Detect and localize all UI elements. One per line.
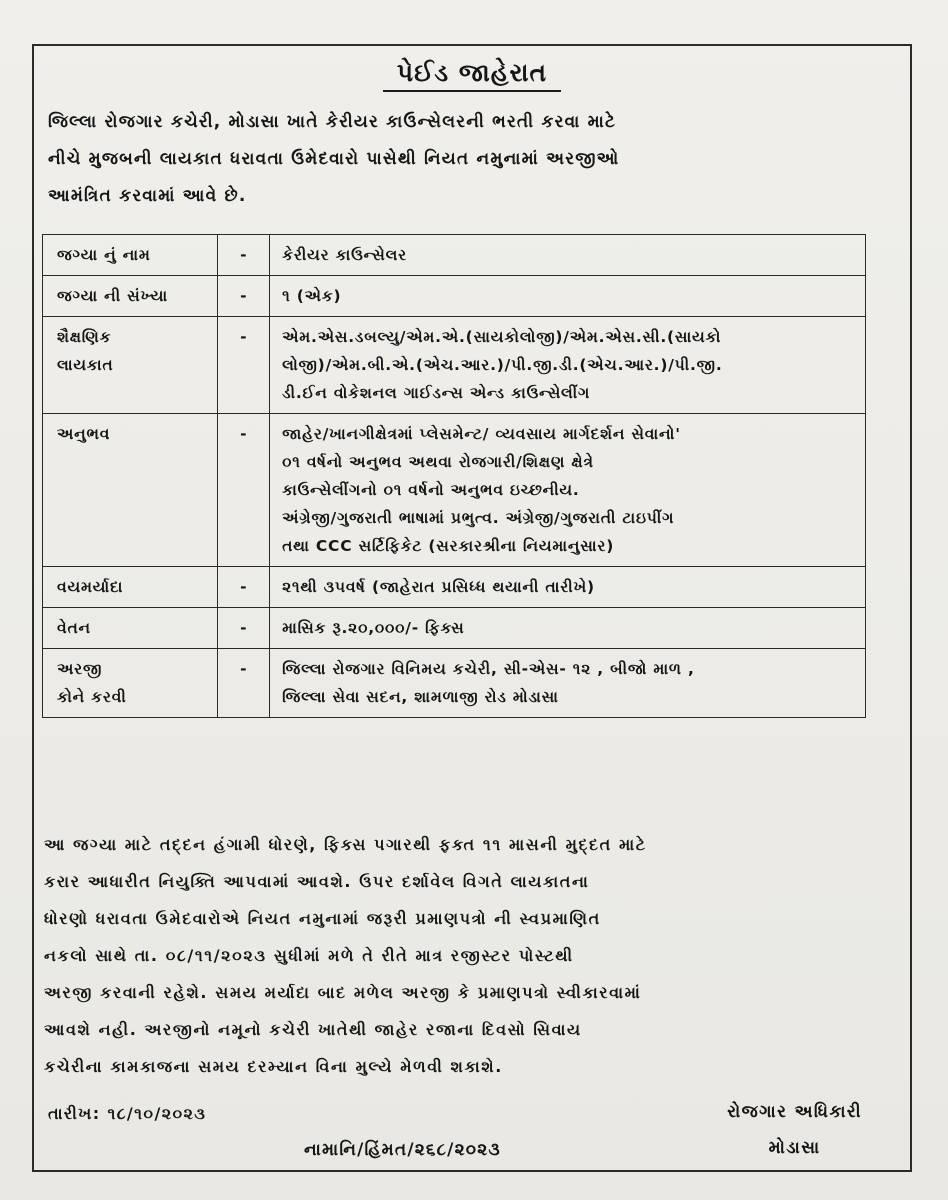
table-row-post-count bbox=[43, 276, 866, 317]
label-text: લાયકાત bbox=[57, 356, 114, 374]
row-label bbox=[43, 608, 218, 649]
intro-line: જિલ્લા રોજગાર કચેરી, મોડાસા ખાતે કેરીયર કાઉન્સેલરની ભરતી કરવા માટે bbox=[48, 112, 617, 132]
row-label bbox=[43, 567, 218, 608]
row-dash: - bbox=[218, 317, 270, 414]
row-label bbox=[43, 414, 218, 567]
label-text: વેતન bbox=[57, 619, 91, 637]
value-text: માસિક રૂ.૨૦,૦૦૦/- ફિક્સ bbox=[282, 619, 465, 637]
value-text: જિલ્લા રોજગાર વિનિમય કચેરી, સી-એસ- ૧૨ , બીજો માળ , bbox=[282, 660, 695, 678]
label-text: જગ્યા નું નામ bbox=[57, 246, 151, 264]
reference-number: નામાનિ/હિંમત/૨૬૮/૨૦૨૩ bbox=[304, 1140, 501, 1160]
value-text: જિલ્લા સેવા સદન, શામળાજી રોડ મોડાસા bbox=[282, 688, 559, 706]
table-row-post-name bbox=[43, 235, 866, 276]
row-label bbox=[43, 649, 218, 718]
value-text: ૨૧થી ૩૫વર્ષ (જાહેરાત પ્રસિધ્ધ થયાની તારીખે) bbox=[282, 578, 595, 596]
row-dash: - bbox=[218, 276, 270, 317]
notice-line: આવશે નહી. અરજીનો નમૂનો કચેરી ખાતેથી જાહેર રજાના દિવસો સિવાય bbox=[44, 1020, 582, 1039]
table-row-salary bbox=[43, 608, 866, 649]
table-row-qualification bbox=[43, 317, 866, 414]
row-value bbox=[270, 649, 866, 718]
label-text: શૈક્ષણિક bbox=[57, 328, 112, 346]
value-text: કાઉન્સેલીંગનો ૦૧ વર્ષનો અનુભવ ઇચ્છનીય. bbox=[282, 481, 580, 499]
advertisement-border bbox=[32, 44, 912, 1172]
value-text: એમ.એસ.ડબલ્યુ/એમ.એ.(સાયકોલોજી)/એમ.એસ.સી.(સાયકો bbox=[282, 328, 722, 346]
officer-place: મોડાસા bbox=[768, 1138, 821, 1158]
value-text: ૧ (એક) bbox=[282, 287, 342, 305]
issue-date: તારીખ: ૧૮/૧૦/૨૦૨૩ bbox=[48, 1104, 207, 1123]
table-row-apply-to bbox=[43, 649, 866, 718]
label-text: અરજી bbox=[57, 660, 103, 678]
row-label bbox=[43, 235, 218, 276]
value-text: કેરીયર કાઉન્સેલર bbox=[282, 246, 407, 264]
row-dash: - bbox=[218, 567, 270, 608]
label-text: કોને કરવી bbox=[57, 688, 127, 706]
value-text: અંગ્રેજી/ગુજરાતી ભાષામાં પ્રભુત્વ. અંગ્રેજી/ગુજરાતી ટાઇપીંગ bbox=[282, 509, 675, 527]
value-text: તથા CCC સર્ટિફિકેટ (સરકારશ્રીના નિયમાનુસાર) bbox=[282, 537, 615, 555]
row-value bbox=[270, 317, 866, 414]
value-text: લોજી)/એમ.બી.એ.(એચ.આર.)/પી.જી.ડી.(એચ.આર.)/પી.જી. bbox=[282, 356, 723, 374]
officer-title: રોજગાર અધિકારી bbox=[727, 1102, 862, 1122]
value-text: ડી.ઈન વોકેશનલ ગાઈડન્સ એન્ડ કાઉન્સેલીંગ bbox=[282, 384, 591, 402]
notice-line: અરજી કરવાની રહેશે. સમય મર્યાદા બાદ મળેલ અરજી કે પ્રમાણપત્રો સ્વીકારવામાં bbox=[44, 983, 642, 1002]
notice-line: કરાર આધારીત નિયુક્તિ આપવામાં આવશે. ઉપર દર્શાવેલ વિગતે લાયકાતના bbox=[44, 872, 590, 891]
label-text: જગ્યા ની સંખ્યા bbox=[57, 287, 169, 305]
row-label bbox=[43, 276, 218, 317]
row-value bbox=[270, 235, 866, 276]
value-text: જાહેર/ખાનગીક્ષેત્રમાં પ્લેસમેન્ટ/ વ્યવસાય માર્ગદર્શન સેવાનો' bbox=[282, 425, 681, 443]
table-row-age-limit bbox=[43, 567, 866, 608]
label-text: વયમર્યાદા bbox=[57, 578, 124, 596]
row-dash: - bbox=[218, 608, 270, 649]
row-dash: - bbox=[218, 235, 270, 276]
intro-paragraph bbox=[48, 104, 893, 215]
notice-line: આ જગ્યા માટે તદ્દન હંગામી ધોરણે, ફિક્સ પગારથી ફક્ત ૧૧ માસની મુદ્દત માટે bbox=[44, 835, 647, 854]
label-text: અનુભવ bbox=[57, 425, 111, 443]
row-dash: - bbox=[218, 649, 270, 718]
notice-line: નકલો સાથે તા. ૦૮/૧૧/૨૦૨૩ સુધીમાં મળે તે રીતે માત્ર રજીસ્ટર પોસ્ટથી bbox=[44, 946, 574, 965]
intro-line: નીચે મુજબની લાયકાત ધરાવતા ઉમેદવારો પાસેથી નિયત નમુનામાં અરજીઓ bbox=[48, 149, 620, 169]
job-details-table bbox=[42, 234, 866, 718]
terms-paragraph bbox=[44, 826, 894, 1085]
row-dash: - bbox=[218, 414, 270, 567]
row-label bbox=[43, 317, 218, 414]
title-container bbox=[34, 58, 910, 92]
notice-line: કચેરીના કામકાજના સમય દરમ્યાન વિના મુલ્યે મેળવી શકાશે. bbox=[44, 1057, 503, 1076]
notice-line: ધોરણો ધરાવતા ઉમેદવારોએ નિયત નમુનામાં જરૂરી પ્રમાણપત્રો ની સ્વપ્રમાણિત bbox=[44, 909, 601, 928]
row-value bbox=[270, 567, 866, 608]
row-value bbox=[270, 608, 866, 649]
intro-line: આમંત્રિત કરવામાં આવે છે. bbox=[48, 186, 247, 206]
value-text: ૦૧ વર્ષનો અનુભવ અથવા રોજગારી/શિક્ષણ ક્ષેત્રે bbox=[282, 453, 594, 471]
row-value bbox=[270, 414, 866, 567]
ad-title: પેઈડ જાહેરાત bbox=[383, 58, 561, 92]
row-value bbox=[270, 276, 866, 317]
table-row-experience bbox=[43, 414, 866, 567]
signatory-block bbox=[727, 1094, 862, 1166]
